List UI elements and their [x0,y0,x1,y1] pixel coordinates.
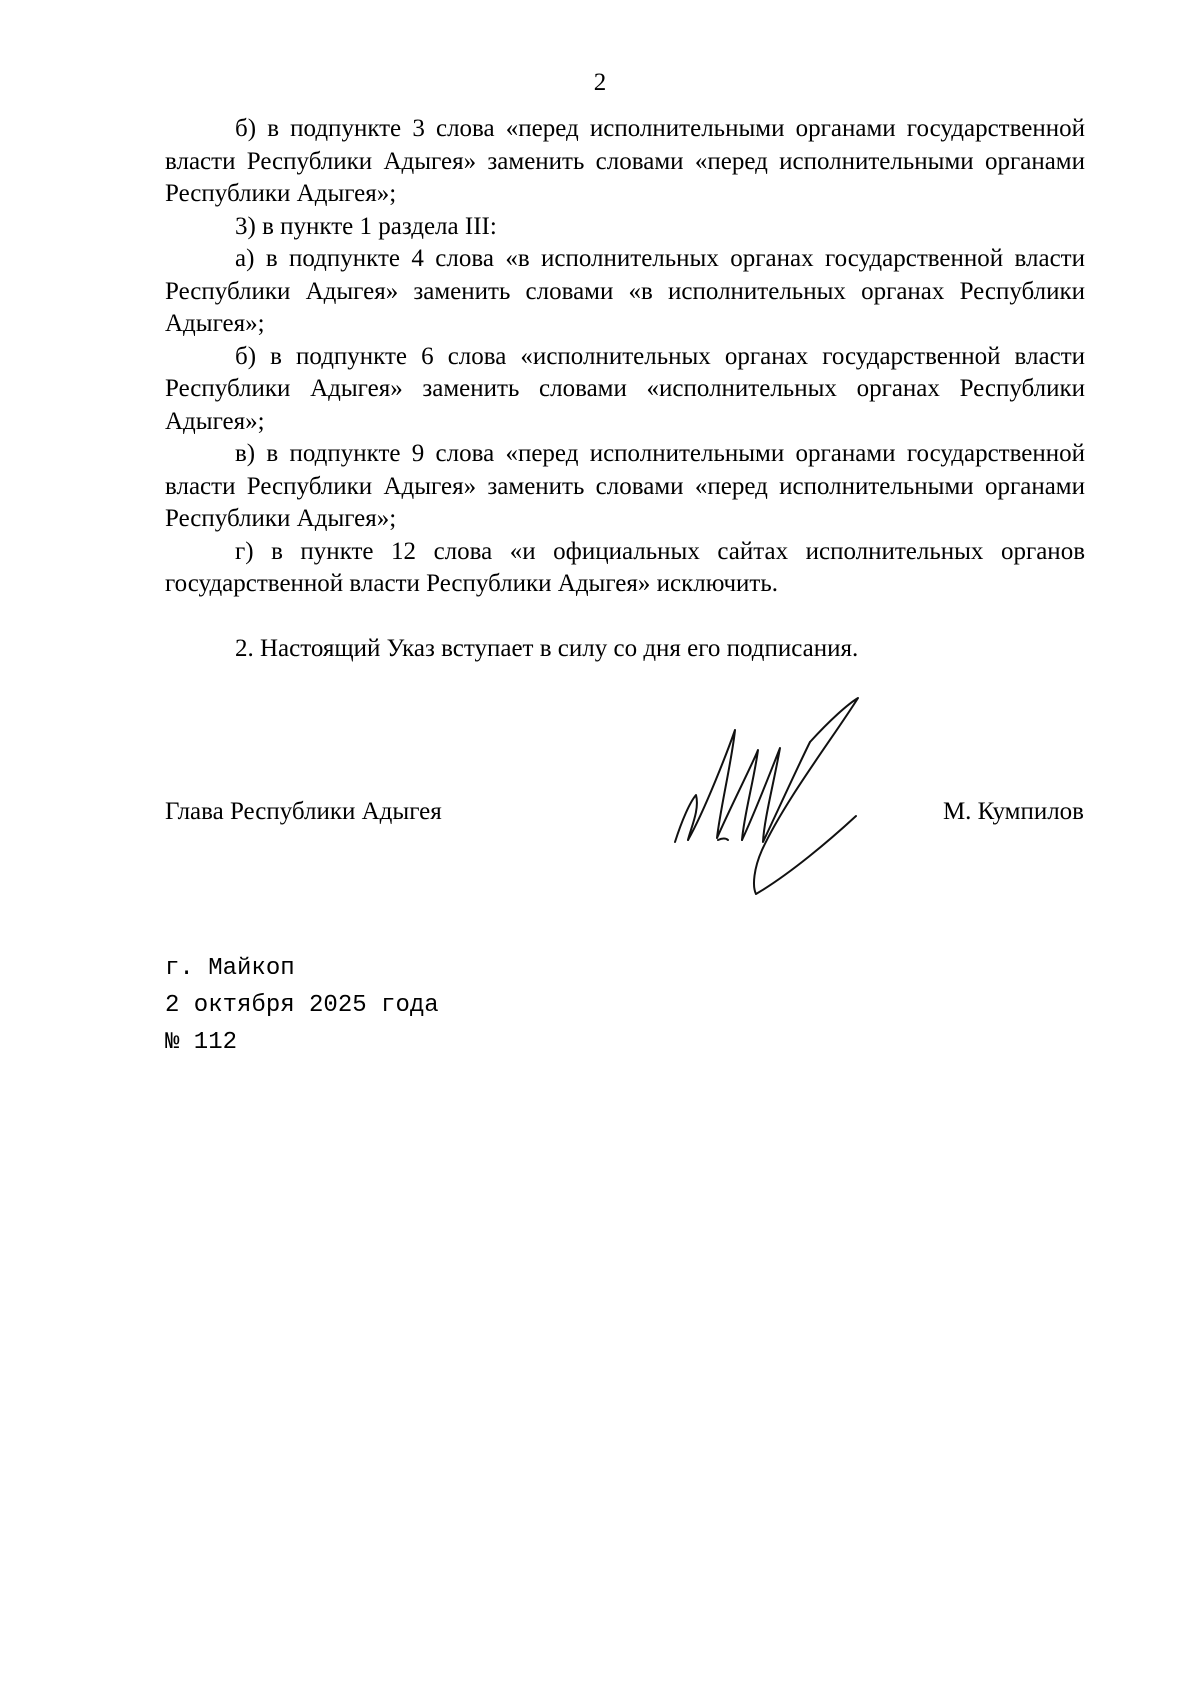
page-number: 2 [593,69,607,96]
paragraph-3b: б) в подпункте 6 слова «исполнительных органах государственной власти Республики Адыгея» заменить словами «исполнительных органах Республики Адыгея»; [165,342,1085,435]
handwritten-signature [660,690,890,910]
signatory-name: М. Кумпилов [942,798,1084,825]
paragraph-3a: а) в подпункте 4 слова «в исполнительных органах государственной власти Республики Адыгея» заменить словами «в исполнительных органах Республики Адыгея»; [165,245,1085,337]
signatory-title: Глава Республики Адыгея [165,798,442,825]
document-footer [165,950,439,1061]
footer-date: 2 октября 2025 года [165,992,439,1019]
footer-number: № 112 [165,1029,238,1056]
paragraph-2-effective: 2. Настоящий Указ вступает в силу со дня его подписания. [235,634,859,662]
paragraph-3v: в) в подпункте 9 слова «перед исполнительными органами государственной власти Республики Адыгея» заменить словами «перед исполнительными органами Республики Адыгея»; [165,440,1085,532]
decree-body [165,113,1085,665]
paragraph-3g: г) в пункте 12 слова «и официальных сайтах исполнительных органов государственной власти Республики Адыгея» исключить. [165,537,1085,597]
paragraph-3: 3) в пункте 1 раздела III: [235,212,497,240]
paragraph-1b: б) в подпункте 3 слова «перед исполнительными органами государственной власти Республики Адыгея» заменить словами «перед исполнительными органами Республики Адыгея»; [165,115,1085,207]
footer-city: г. Майкоп [165,955,295,982]
